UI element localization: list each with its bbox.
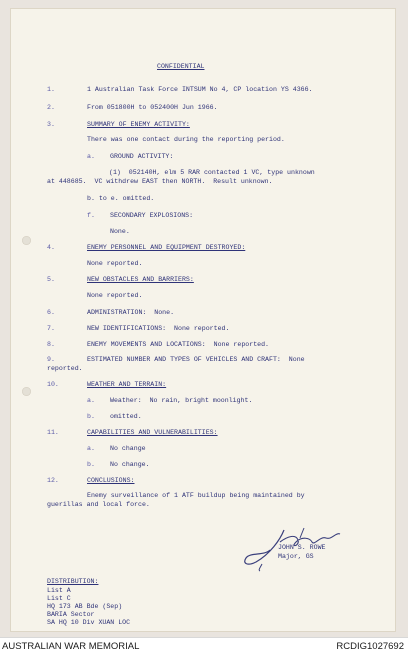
item-text: None. (110, 228, 130, 235)
distribution-line: SA HQ 10 Div XUAN LOC (47, 619, 131, 626)
item-heading: CONCLUSIONS: (87, 477, 135, 484)
footer-bar (0, 637, 408, 655)
item-text: From 051800H to 052400H Jun 1966. (87, 104, 218, 111)
sub-item-letter: a. (87, 445, 95, 452)
item-text: There was one contact during the reporting period. (87, 136, 285, 143)
item-number: 11. (47, 429, 59, 436)
item-text: None reported. (87, 260, 143, 267)
sub-item-letter: a. (87, 153, 95, 160)
item-text: ADMINISTRATION: None. (87, 309, 175, 316)
item-text: No change. (110, 461, 150, 468)
item-text: reported. (47, 365, 83, 372)
item-number: 5. (47, 276, 55, 283)
item-heading: CAPABILITIES AND VULNERABILITIES: (87, 429, 218, 436)
item-text: ESTIMATED NUMBER AND TYPES OF VEHICLES AND CRAFT: None (87, 356, 305, 363)
item-text: (1) 052140H, elm 5 RAR contacted 1 VC, type unknown (109, 169, 315, 176)
sub-item-heading: SECONDARY EXPLOSIONS: (110, 212, 194, 219)
item-text: omitted. (110, 413, 142, 420)
item-heading: WEATHER AND TERRAIN: (87, 381, 167, 388)
item-text: 1 Australian Task Force INTSUM No 4, CP location YS 4366. (87, 86, 313, 93)
distribution-line: List C (47, 595, 71, 602)
item-text: ENEMY MOVEMENTS AND LOCATIONS: None reported. (87, 341, 270, 348)
distribution-heading: DISTRIBUTION: (47, 578, 99, 585)
item-text: b. to e. omitted. (87, 195, 155, 202)
item-text: No change (110, 445, 146, 452)
signatory-rank: Major, GS (278, 553, 314, 560)
item-number: 2. (47, 104, 55, 111)
item-number: 6. (47, 309, 55, 316)
item-number: 4. (47, 244, 55, 251)
item-text: Weather: No rain, bright moonlight. (110, 397, 253, 404)
sub-item-letter: b. (87, 413, 95, 420)
sub-item-letter: b. (87, 461, 95, 468)
footer-source: AUSTRALIAN WAR MEMORIAL (2, 641, 140, 652)
punch-hole (22, 387, 31, 396)
item-number: 3. (47, 121, 55, 128)
item-text: guerillas and local force. (47, 501, 150, 508)
sub-item-letter: f. (87, 212, 95, 219)
sub-item-heading: GROUND ACTIVITY: (110, 153, 174, 160)
item-number: 7. (47, 325, 55, 332)
item-number: 8. (47, 341, 55, 348)
distribution-line: HQ 173 AB Bde (Sep) (47, 603, 123, 610)
item-text: Enemy surveillance of 1 ATF buildup being maintained by (87, 492, 305, 499)
item-text: NEW IDENTIFICATIONS: None reported. (87, 325, 230, 332)
item-text: at 448685. VC withdrew EAST then NORTH. Result unknown. (47, 178, 273, 185)
item-number: 12. (47, 477, 59, 484)
item-number: 9. (47, 356, 55, 363)
item-number: 1. (47, 86, 55, 93)
signatory-name: JOHN S. ROWE (278, 544, 326, 551)
item-heading: ENEMY PERSONNEL AND EQUIPMENT DESTROYED: (87, 244, 246, 251)
distribution-line: BARIA Sector (47, 611, 95, 618)
item-text: None reported. (87, 292, 143, 299)
document-page (10, 8, 396, 632)
item-heading: NEW OBSTACLES AND BARRIERS: (87, 276, 194, 283)
punch-hole (22, 236, 31, 245)
sub-item-letter: a. (87, 397, 95, 404)
footer-catalogue-id: RCDIG1027692 (336, 641, 404, 652)
classification-heading: CONFIDENTIAL (157, 63, 205, 70)
item-number: 10. (47, 381, 59, 388)
distribution-line: List A (47, 587, 71, 594)
item-heading: SUMMARY OF ENEMY ACTIVITY: (87, 121, 190, 128)
